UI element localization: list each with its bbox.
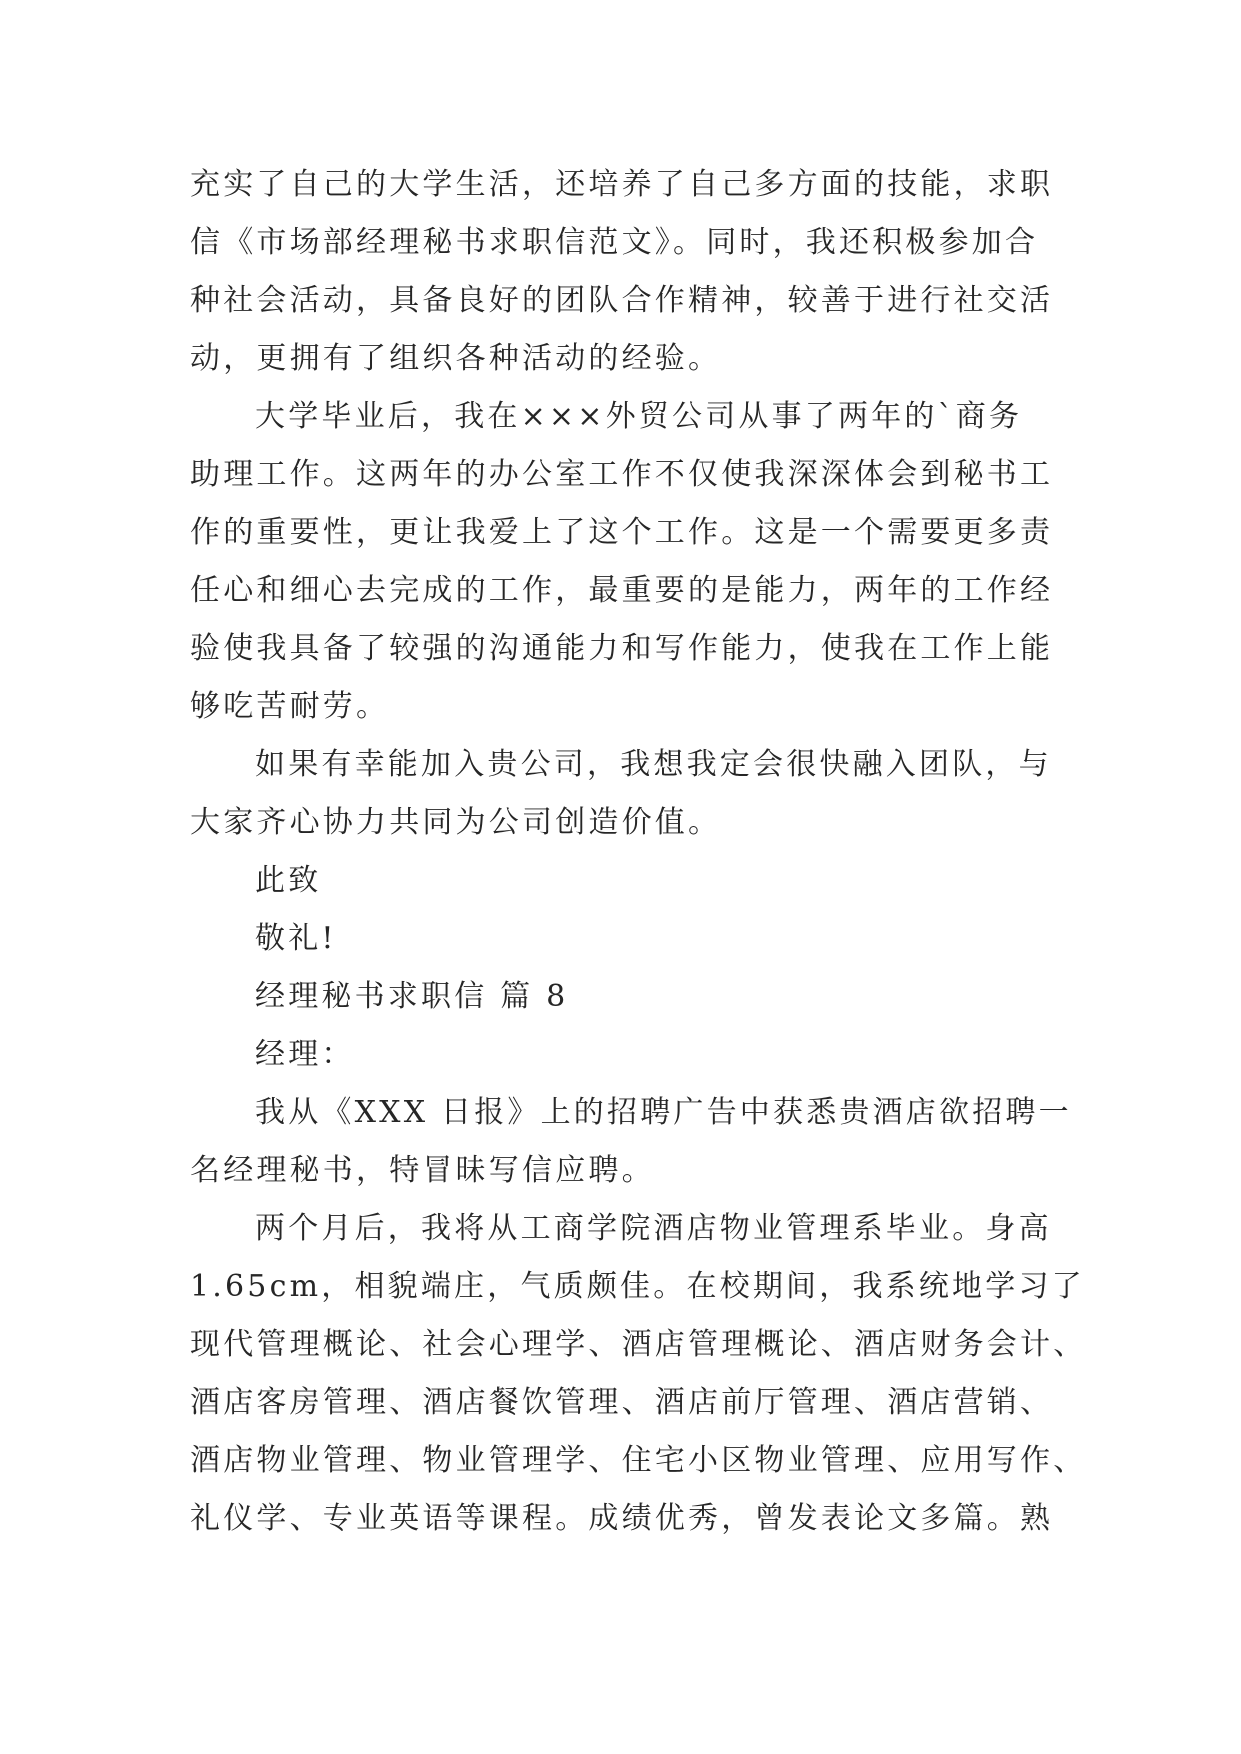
- paragraph-start-line: 大学毕业后，我在×××外贸公司从事了两年的`商务: [255, 399, 1023, 434]
- text-line: 种社会活动，具备良好的团队合作精神，较善于进行社交活: [190, 283, 1054, 318]
- text-line: 礼仪学、专业英语等课程。成绩优秀，曾发表论文多篇。熟: [190, 1501, 1054, 1536]
- text-line: 够吃苦耐劳。: [190, 689, 390, 724]
- text-line: 现代管理概论、社会心理学、酒店管理概论、酒店财务会计、: [190, 1327, 1087, 1362]
- text-line: 作的重要性，更让我爱上了这个工作。这是一个需要更多责: [190, 515, 1054, 550]
- text-line: 大家齐心协力共同为公司创造价值。: [190, 805, 722, 840]
- text-line: 充实了自己的大学生活，还培养了自己多方面的技能，求职: [190, 167, 1054, 202]
- closing-line: 此致: [255, 863, 322, 898]
- text-line: 信《市场部经理秘书求职信范文》。同时，我还积极参加合: [190, 225, 1039, 260]
- text-line: 任心和细心去完成的工作，最重要的是能力，两年的工作经: [190, 573, 1054, 608]
- text-line: 助理工作。这两年的办公室工作不仅使我深深体会到秘书工: [190, 457, 1054, 492]
- paragraph-start-line: 如果有幸能加入贵公司，我想我定会很快融入团队，与: [255, 747, 1052, 782]
- text-line: 1.65cm，相貌端庄，气质颇佳。在校期间，我系统地学习了: [190, 1269, 1085, 1304]
- section-heading: 经理秘书求职信 篇 8: [255, 979, 569, 1014]
- salutation-line: 敬礼!: [255, 921, 337, 956]
- paragraph-start-line: 两个月后，我将从工商学院酒店物业管理系毕业。身高: [255, 1211, 1052, 1246]
- text-line: 酒店客房管理、酒店餐饮管理、酒店前厅管理、酒店营销、: [190, 1385, 1054, 1420]
- greeting-line: 经理：: [255, 1037, 355, 1072]
- text-line: 名经理秘书，特冒昧写信应聘。: [190, 1153, 655, 1188]
- text-line: 验使我具备了较强的沟通能力和写作能力，使我在工作上能: [190, 631, 1054, 666]
- text-line: 酒店物业管理、物业管理学、住宅小区物业管理、应用写作、: [190, 1443, 1087, 1478]
- paragraph-start-line: 我从《XXX 日报》上的招聘广告中获悉贵酒店欲招聘一: [255, 1095, 1072, 1130]
- text-line: 动，更拥有了组织各种活动的经验。: [190, 341, 722, 376]
